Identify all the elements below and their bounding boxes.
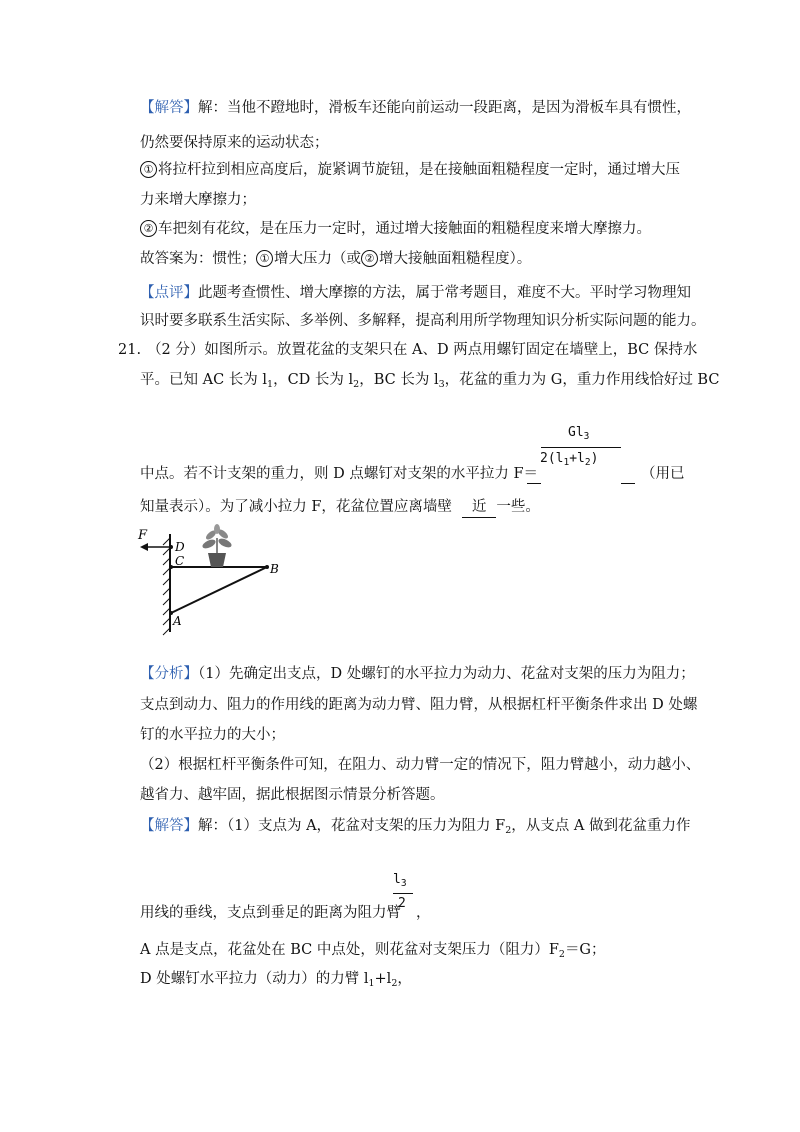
circled-one: ① — [256, 250, 273, 267]
solution-tag: 【解答】 — [140, 100, 198, 116]
solution-line-5 — [140, 219, 651, 239]
fraction-numerator — [568, 425, 589, 440]
arm-fraction-denominator: 2 — [398, 896, 406, 911]
solution2-line-2: 用线的垂线，支点到垂足的距离为阻力臂 — [140, 905, 401, 921]
question-line-3b: （用已 — [641, 466, 685, 482]
solution-line-3 — [140, 160, 680, 180]
label-A: A — [173, 614, 182, 628]
num-text: l — [393, 872, 401, 887]
text: 知量表示）。为了减小拉力 F，花盆位置应离墙壁 — [140, 499, 452, 515]
analysis-line-3: 钉的水平拉力的大小； — [140, 727, 285, 743]
text: ，CD 长为 l — [273, 372, 354, 388]
force-arrow — [140, 543, 170, 551]
comment-line-1 — [140, 283, 691, 303]
text: ，从支点 A 做到花盆重力作 — [511, 818, 691, 834]
label-D: D — [175, 540, 185, 554]
analysis-tag: 【分析】 — [140, 666, 198, 682]
answer-prefix: 故答案为：惯性； — [140, 251, 256, 267]
bracket-figure — [130, 520, 290, 640]
subscript: 1 — [267, 379, 274, 390]
blank-underline-right — [621, 483, 635, 484]
text: 解：（1）支点为 A，花盆对支架的压力为阻力 F — [198, 818, 506, 834]
subscript: 2 — [505, 825, 512, 836]
question-line-1 — [118, 340, 697, 360]
arm-fraction-bar — [393, 893, 413, 894]
text: 此题考查惯性、增大摩擦的方法，属于常考题目，难度不大。平时学习物理知 — [198, 285, 691, 301]
analysis-line-1 — [140, 664, 695, 684]
solution-tag: 【解答】 — [140, 818, 198, 834]
text: +l — [374, 971, 392, 987]
circled-two: ② — [140, 220, 157, 237]
text: 将拉杆拉到相应高度后，旋紧调节旋钮，是在接触面粗糙程度一定时，通过增大压 — [158, 162, 680, 178]
label-B: B — [270, 562, 279, 576]
solution-line-4: 力来增大摩擦力； — [140, 192, 256, 208]
answer-line — [140, 249, 531, 269]
subscript: 1 — [563, 457, 570, 468]
solution2-line-4 — [140, 969, 412, 989]
subscript: 3 — [400, 878, 407, 889]
text: ＝G； — [564, 942, 606, 958]
answer-blank: 近 — [462, 497, 497, 518]
comment-tag: 【点评】 — [140, 285, 198, 301]
num-text: Gl — [568, 425, 584, 440]
text: 平。已知 AC 长为 l — [140, 372, 268, 388]
solution2-line-3 — [140, 940, 606, 960]
label-C: C — [175, 554, 185, 568]
text: （1）先确定出支点，D 处螺钉的水平拉力为动力、花盆对支架的压力为阻力； — [198, 666, 695, 682]
subscript: 2 — [353, 379, 360, 390]
wall-hatching — [163, 534, 170, 635]
flowerpot-icon — [201, 524, 233, 567]
label-F: F — [138, 528, 148, 543]
circled-two: ② — [361, 250, 378, 267]
text: D 处螺钉水平拉力（动力）的力臂 l — [140, 971, 369, 987]
arm-fraction-numerator — [393, 872, 407, 887]
solution-line-1 — [140, 98, 691, 118]
comment-line-2: 识时要多联系生活实际、多举例、多解释，提高利用所学物理知识分析实际问题的能力。 — [140, 313, 706, 329]
text: 解：当他不蹬地时，滑板车还能向前运动一段距离，是因为滑板车具有惯性， — [198, 100, 691, 116]
fraction-bar — [541, 447, 621, 448]
solution-line-2: 仍然要保持原来的运动状态； — [140, 135, 329, 151]
text: ， — [397, 971, 412, 987]
analysis-line-4: （2）根据杠杆平衡条件可知，在阻力、动力臂一定的情况下，阻力臂越小，动力越小、 — [140, 757, 701, 773]
subscript: 2 — [558, 949, 565, 960]
solution2-line-1 — [140, 816, 690, 836]
subscript: 2 — [584, 457, 591, 468]
circled-one: ① — [140, 161, 157, 178]
answer-mid: 增大压力（或 — [274, 251, 361, 267]
text: 车把刻有花纹，是在压力一定时，通过增大接触面的粗糙程度来增大摩擦力。 — [158, 221, 651, 237]
answer-end: 增大接触面粗糙程度）。 — [379, 251, 532, 267]
analysis-line-2: 支点到动力、阻力的作用线的距离为动力臂、阻力臂，从根据杠杆平衡条件求出 D 处螺 — [140, 697, 698, 713]
question-line-4 — [140, 497, 540, 518]
den-text: ) — [590, 451, 599, 466]
den-text: 2(l — [540, 451, 564, 466]
text: A 点是支点，花盆处在 BC 中点处，则花盆对支架压力（阻力）F — [140, 942, 559, 958]
subscript: 3 — [583, 431, 590, 442]
question-number: 21. — [118, 342, 142, 358]
solution2-line-2-end: ， — [416, 905, 431, 921]
text: ，花盆的重力为 G，重力作用线恰好过 BC — [444, 372, 720, 388]
question-line-2 — [140, 370, 719, 390]
question-line-3a: 中点。若不计支架的重力，则 D 点螺钉对支架的水平拉力 F＝ — [140, 466, 539, 482]
subscript: 2 — [391, 978, 398, 989]
subscript: 3 — [438, 379, 445, 390]
fraction-denominator — [540, 451, 598, 466]
text: 一些。 — [496, 499, 540, 515]
subscript: 1 — [368, 978, 375, 989]
analysis-line-5: 越省力、越牢固，据此根据图示情景分析答题。 — [140, 787, 445, 803]
text: ，BC 长为 l — [359, 372, 439, 388]
den-text: +l — [569, 451, 585, 466]
text: （2 分）如图所示。放置花盆的支架只在 A、D 两点用螺钉固定在墙壁上，BC 保持水 — [147, 342, 698, 358]
